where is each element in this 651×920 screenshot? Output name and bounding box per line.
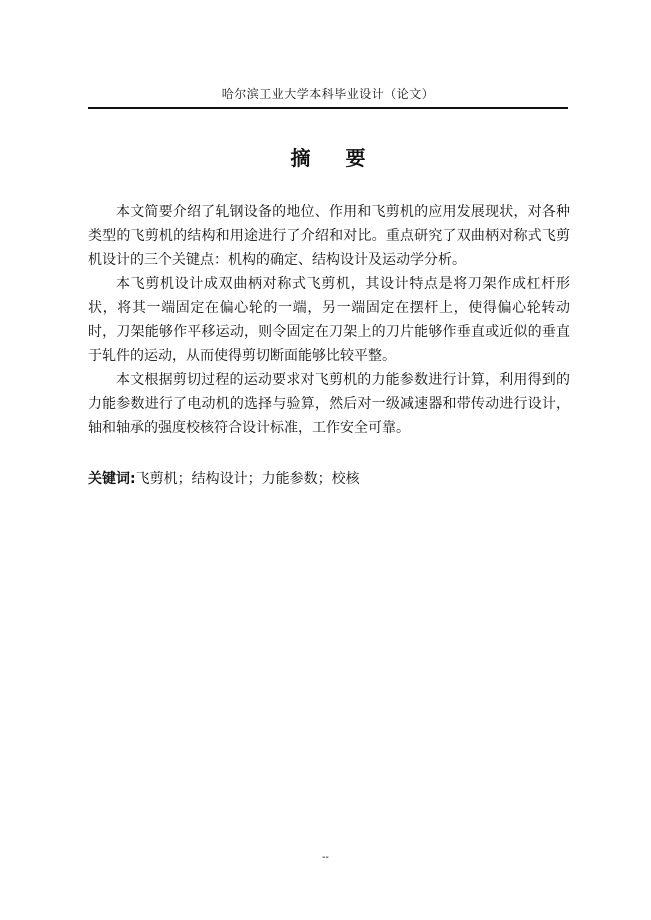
header-rule [88, 107, 568, 109]
keywords-label: 关键词: [88, 471, 136, 487]
abstract-paragraph-3: 本文根据剪切过程的运动要求对飞剪机的力能参数进行计算，利用得到的力能参数进行了电动机的选择与验算，然后对一级减速器和带传动进行设计，轴和轴承的强度校核符合设计标准，工作安全可靠。 [88, 372, 570, 436]
abstract-paragraph-1: 本文简要介绍了轧钢设备的地位、作用和飞剪机的应用发展现状，对各种类型的飞剪机的结构和用途进行了介绍和对比。重点研究了双曲柄对称式飞剪机设计的三个关键点：机构的确定、结构设计及运动学分析。 [88, 204, 570, 268]
running-header: 哈尔滨工业大学本科毕业设计（论文） [221, 87, 435, 101]
abstract-title: 摘 要 [290, 146, 380, 170]
keywords-line [88, 468, 570, 490]
page-number: -- [322, 852, 329, 863]
abstract-body [88, 200, 570, 440]
abstract-paragraph-2: 本飞剪机设计成双曲柄对称式飞剪机，其设计特点是将刀架作成杠杆形状，将其一端固定在偏心轮的一端，另一端固定在摆杆上，使得偏心轮转动时，刀架能够作平移运动，则令固定在刀架上的刀片能够作垂直或近似的垂直于轧件的运动，从而使得剪切断面能够比较平整。 [88, 276, 570, 364]
keywords-value: 飞剪机；结构设计；力能参数；校核 [135, 471, 360, 487]
